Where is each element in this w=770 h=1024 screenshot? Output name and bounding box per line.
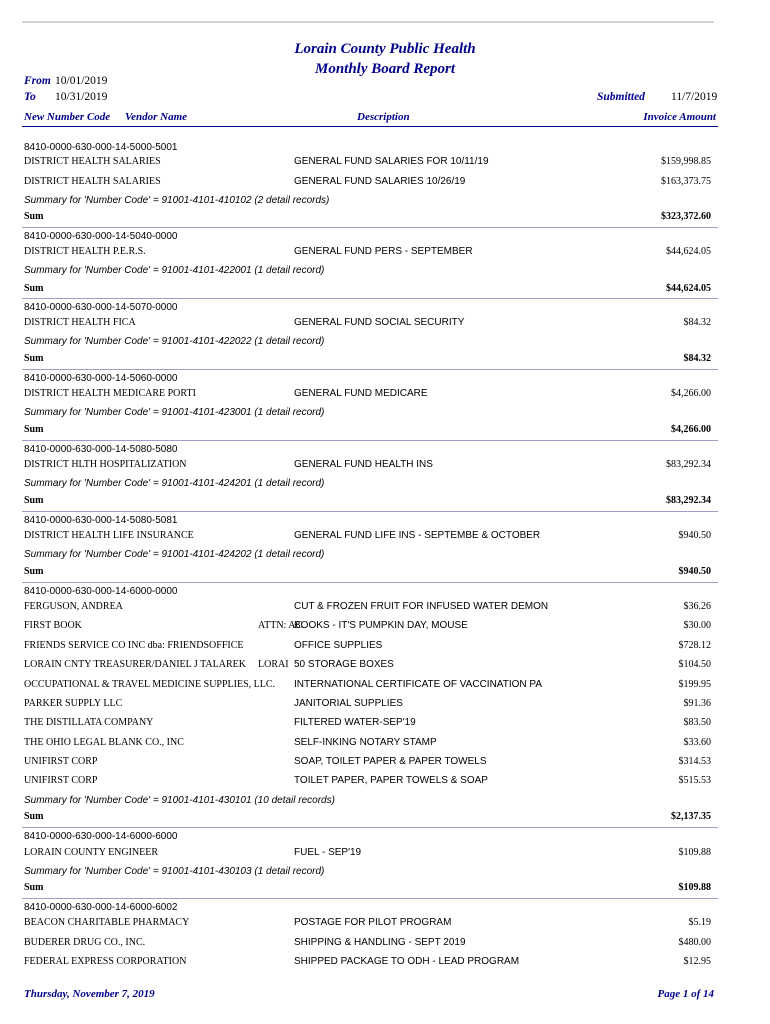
description: POSTAGE FOR PILOT PROGRAM	[294, 917, 452, 928]
group-summary: Summary for 'Number Code' = 91001-4101-422022 (1 detail record)	[24, 336, 325, 347]
invoice-amount: $36.26	[683, 601, 711, 612]
sum-label: Sum	[24, 283, 44, 294]
invoice-amount: $728.12	[678, 640, 711, 651]
vendor-name: DISTRICT HEALTH LIFE INSURANCE	[24, 530, 194, 541]
table-row	[24, 847, 714, 863]
invoice-amount: $159,998.85	[661, 156, 711, 167]
group-divider	[22, 827, 718, 828]
table-row	[24, 459, 714, 475]
invoice-amount: $104.50	[678, 659, 711, 670]
table-row	[24, 246, 714, 262]
vendor-name: LORAIN CNTY TREASURER/DANIEL J TALAREK	[24, 659, 246, 670]
group-divider	[22, 369, 718, 370]
sum-amount: $83,292.34	[666, 495, 711, 506]
table-row	[24, 601, 714, 617]
group-summary: Summary for 'Number Code' = 91001-4101-424201 (1 detail record)	[24, 478, 325, 489]
sum-label: Sum	[24, 811, 44, 822]
description: GENERAL FUND LIFE INS - SEPTEMBE & OCTOBER	[294, 530, 541, 541]
description: GENERAL FUND PERS - SEPTEMBER	[294, 246, 473, 257]
invoice-amount: $83,292.34	[666, 459, 711, 470]
invoice-amount: $199.95	[678, 679, 711, 690]
invoice-amount: $30.00	[683, 620, 711, 631]
sum-row	[24, 495, 714, 509]
vendor-name: FEDERAL EXPRESS CORPORATION	[24, 956, 187, 967]
vendor-name: DISTRICT HEALTH FICA	[24, 317, 136, 328]
vendor-name: UNIFIRST CORP	[24, 756, 98, 767]
table-row	[24, 620, 714, 636]
sum-label: Sum	[24, 353, 44, 364]
invoice-amount: $109.88	[678, 847, 711, 858]
table-row	[24, 640, 714, 656]
table-row	[24, 737, 714, 753]
vendor-name: THE DISTILLATA COMPANY	[24, 717, 154, 728]
page-number: Page 1 of 14	[657, 988, 714, 1000]
invoice-amount: $5.19	[688, 917, 711, 928]
vendor-attention: ATTN: AC	[258, 620, 303, 631]
vendor-name: DISTRICT HEALTH SALARIES	[24, 176, 161, 187]
to-date: 10/31/2019	[55, 91, 108, 103]
sum-label: Sum	[24, 424, 44, 435]
table-row	[24, 530, 714, 546]
from-label: From	[24, 75, 51, 87]
vendor-name: BUDERER DRUG CO., INC.	[24, 937, 146, 948]
table-row	[24, 659, 714, 675]
invoice-amount: $83.50	[683, 717, 711, 728]
group-divider	[22, 298, 718, 299]
table-row	[24, 717, 714, 733]
vendor-name: BEACON CHARITABLE PHARMACY	[24, 917, 190, 928]
table-row	[24, 775, 714, 791]
vendor-attention: LORAI	[258, 659, 289, 670]
invoice-amount: $163,373.75	[661, 176, 711, 187]
description: TOILET PAPER, PAPER TOWELS & SOAP	[294, 775, 488, 786]
column-header-invoice-amount: Invoice Amount	[643, 111, 716, 123]
vendor-name: UNIFIRST CORP	[24, 775, 98, 786]
sum-label: Sum	[24, 495, 44, 506]
sum-row	[24, 211, 714, 225]
vendor-name: THE OHIO LEGAL BLANK CO., INC	[24, 737, 184, 748]
number-code: 8410-0000-630-000-14-5040-0000	[24, 231, 178, 242]
number-code: 8410-0000-630-000-14-6000-6000	[24, 831, 178, 842]
footer-date: Thursday, November 7, 2019	[24, 988, 155, 1000]
to-label: To	[24, 91, 36, 103]
description: 50 STORAGE BOXES	[294, 659, 394, 670]
description: FILTERED WATER-SEP'19	[294, 717, 416, 728]
invoice-amount: $44,624.05	[666, 246, 711, 257]
sum-row	[24, 283, 714, 297]
group-summary: Summary for 'Number Code' = 91001-4101-430103 (1 detail record)	[24, 866, 325, 877]
vendor-name: FIRST BOOK	[24, 620, 82, 631]
column-header-number-code: New Number Code	[24, 111, 111, 123]
table-row	[24, 937, 714, 953]
table-row	[24, 388, 714, 404]
description: FUEL - SEP'19	[294, 847, 362, 858]
report-title: Lorain County Public Health	[294, 41, 476, 57]
vendor-name: DISTRICT HEALTH SALARIES	[24, 156, 161, 167]
sum-label: Sum	[24, 566, 44, 577]
sum-row	[24, 811, 714, 825]
number-code: 8410-0000-630-000-14-5060-0000	[24, 373, 178, 384]
description: GENERAL FUND SALARIES 10/26/19	[294, 176, 466, 187]
sum-amount: $940.50	[678, 566, 711, 577]
description: BOOKS - IT'S PUMPKIN DAY, MOUSE	[294, 620, 468, 631]
vendor-name: DISTRICT HEALTH MEDICARE PORTI	[24, 388, 196, 399]
invoice-amount: $4,266.00	[671, 388, 711, 399]
top-divider	[22, 21, 714, 23]
group-divider	[22, 227, 718, 228]
column-header-description: Description	[357, 111, 410, 123]
sum-amount: $2,137.35	[671, 811, 711, 822]
description: GENERAL FUND SOCIAL SECURITY	[294, 317, 465, 328]
sum-amount: $44,624.05	[666, 283, 711, 294]
table-row	[24, 956, 714, 972]
group-divider	[22, 440, 718, 441]
vendor-name: FRIENDS SERVICE CO INC dba: FRIENDSOFFICE	[24, 640, 244, 651]
invoice-amount: $515.53	[678, 775, 711, 786]
description: INTERNATIONAL CERTIFICATE OF VACCINATION PA	[294, 679, 542, 690]
table-row	[24, 156, 714, 172]
vendor-name: FERGUSON, ANDREA	[24, 601, 123, 612]
number-code: 8410-0000-630-000-14-5000-5001	[24, 142, 178, 153]
table-row	[24, 698, 714, 714]
sum-label: Sum	[24, 882, 44, 893]
sum-row	[24, 566, 714, 580]
invoice-amount: $940.50	[678, 530, 711, 541]
description: GENERAL FUND HEALTH INS	[294, 459, 433, 470]
invoice-amount: $12.95	[683, 956, 711, 967]
group-divider	[22, 582, 718, 583]
description: GENERAL FUND MEDICARE	[294, 388, 428, 399]
invoice-amount: $33.60	[683, 737, 711, 748]
invoice-amount: $480.00	[678, 937, 711, 948]
description: SOAP, TOILET PAPER & PAPER TOWELS	[294, 756, 487, 767]
description: CUT & FROZEN FRUIT FOR INFUSED WATER DEMON	[294, 601, 549, 612]
table-row	[24, 679, 714, 695]
description: OFFICE SUPPLIES	[294, 640, 383, 651]
header-divider	[22, 126, 718, 127]
sum-row	[24, 882, 714, 896]
table-row	[24, 756, 714, 772]
description: JANITORIAL SUPPLIES	[294, 698, 403, 709]
number-code: 8410-0000-630-000-14-5070-0000	[24, 302, 178, 313]
from-date: 10/01/2019	[55, 75, 108, 87]
sum-amount: $323,372.60	[661, 211, 711, 222]
report-subtitle: Monthly Board Report	[314, 61, 456, 77]
invoice-amount: $91.36	[683, 698, 711, 709]
table-row	[24, 317, 714, 333]
vendor-name: PARKER SUPPLY LLC	[24, 698, 123, 709]
number-code: 8410-0000-630-000-14-6000-6002	[24, 902, 178, 913]
sum-amount: $109.88	[678, 882, 711, 893]
description: SELF-INKING NOTARY STAMP	[294, 737, 437, 748]
vendor-name: DISTRICT HEALTH P.E.R.S.	[24, 246, 146, 257]
sum-amount: $4,266.00	[671, 424, 711, 435]
sum-label: Sum	[24, 211, 44, 222]
group-divider	[22, 898, 718, 899]
column-header-vendor-name: Vendor Name	[125, 111, 188, 123]
sum-amount: $84.32	[683, 353, 711, 364]
table-row	[24, 917, 714, 933]
submitted-date: 11/7/2019	[671, 91, 718, 103]
number-code: 8410-0000-630-000-14-5080-5081	[24, 515, 178, 526]
description: SHIPPING & HANDLING - SEPT 2019	[294, 937, 466, 948]
group-summary: Summary for 'Number Code' = 91001-4101-424202 (1 detail record)	[24, 549, 325, 560]
vendor-name: OCCUPATIONAL & TRAVEL MEDICINE SUPPLIES, LLC.	[24, 679, 276, 690]
invoice-amount: $84.32	[683, 317, 711, 328]
group-summary: Summary for 'Number Code' = 91001-4101-430101 (10 detail records)	[24, 795, 335, 806]
vendor-name: LORAIN COUNTY ENGINEER	[24, 847, 159, 858]
submitted-label: Submitted	[597, 91, 645, 103]
group-summary: Summary for 'Number Code' = 91001-4101-422001 (1 detail record)	[24, 265, 325, 276]
sum-row	[24, 424, 714, 438]
description: SHIPPED PACKAGE TO ODH - LEAD PROGRAM	[294, 956, 520, 967]
group-summary: Summary for 'Number Code' = 91001-4101-410102 (2 detail records)	[24, 195, 330, 206]
description: GENERAL FUND SALARIES FOR 10/11/19	[294, 156, 489, 167]
sum-row	[24, 353, 714, 367]
group-summary: Summary for 'Number Code' = 91001-4101-423001 (1 detail record)	[24, 407, 325, 418]
table-row	[24, 176, 714, 192]
group-divider	[22, 511, 718, 512]
number-code: 8410-0000-630-000-14-6000-0000	[24, 586, 178, 597]
vendor-name: DISTRICT HLTH HOSPITALIZATION	[24, 459, 187, 470]
invoice-amount: $314.53	[678, 756, 711, 767]
number-code: 8410-0000-630-000-14-5080-5080	[24, 444, 178, 455]
